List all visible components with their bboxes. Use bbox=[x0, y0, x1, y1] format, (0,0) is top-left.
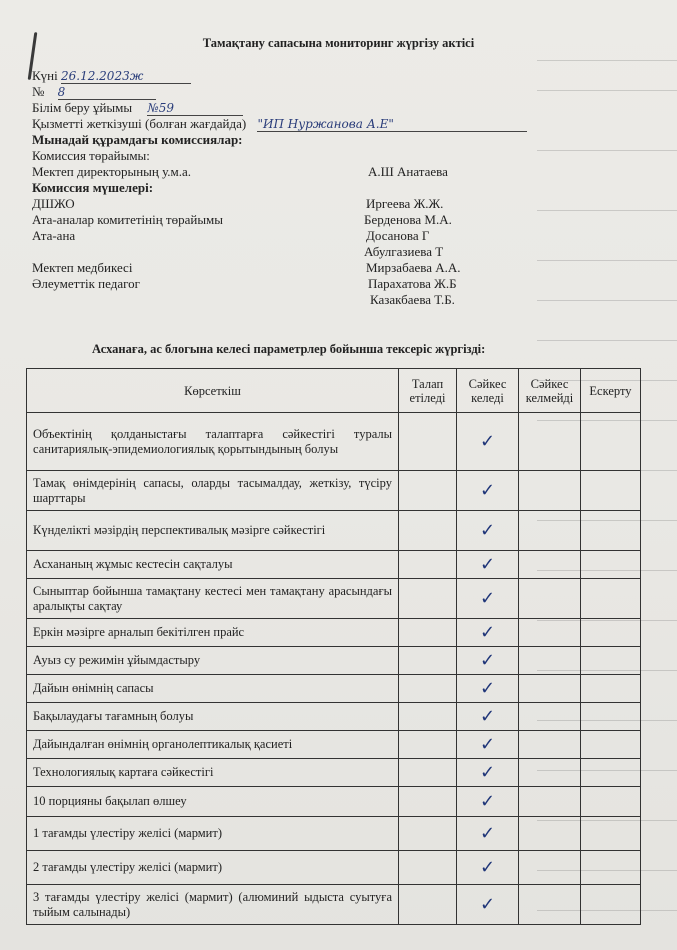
required-cell bbox=[399, 787, 457, 817]
checkmark-icon: ✓ bbox=[479, 622, 496, 643]
compliant-cell bbox=[457, 787, 519, 817]
member-name: Парахатова Ж.Б bbox=[368, 276, 457, 291]
table-row bbox=[27, 619, 641, 647]
indicator-cell: 2 тағамды үлестіру желісі (мармит) bbox=[27, 851, 399, 885]
table-row bbox=[27, 579, 641, 619]
noncompliant-cell bbox=[519, 413, 581, 471]
indicator-cell: Дайындалған өнімнің органолептикалық қасиеті bbox=[27, 731, 399, 759]
compliant-cell bbox=[457, 647, 519, 675]
member-role: ДШЖО bbox=[32, 196, 75, 211]
table-row bbox=[27, 759, 641, 787]
number-value: 8 bbox=[58, 85, 156, 100]
compliant-cell bbox=[457, 885, 519, 925]
compliant-cell bbox=[457, 703, 519, 731]
compliant-cell bbox=[457, 675, 519, 703]
inspection-table bbox=[26, 368, 641, 925]
header-note: Ескерту bbox=[581, 369, 641, 413]
noncompliant-cell bbox=[519, 647, 581, 675]
indicator-cell: Тамақ өнімдерінің сапасы, оларды тасымалдау, жеткізу, түсіру шарттары bbox=[27, 471, 399, 511]
noncompliant-cell bbox=[519, 703, 581, 731]
supplier-value: "ИП Нуржанова А.Е" bbox=[257, 117, 527, 132]
required-cell bbox=[399, 675, 457, 703]
compliant-cell bbox=[457, 731, 519, 759]
indicator-cell: 10 порцияны бақылап өлшеу bbox=[27, 787, 399, 817]
noncompliant-cell bbox=[519, 579, 581, 619]
member-name: Берденова М.А. bbox=[364, 212, 452, 227]
table-row bbox=[27, 885, 641, 925]
school-label: Білім беру ұйымы bbox=[32, 100, 133, 115]
noncompliant-cell bbox=[519, 619, 581, 647]
required-cell bbox=[399, 413, 457, 471]
compliant-cell bbox=[457, 511, 519, 551]
member-name: Досанова Г bbox=[366, 228, 430, 243]
date-row bbox=[32, 68, 191, 84]
document-title: Тамақтану сапасына мониторинг жүргізу актісі bbox=[202, 36, 475, 50]
note-cell bbox=[581, 787, 641, 817]
note-cell bbox=[581, 759, 641, 787]
table-row bbox=[27, 471, 641, 511]
compliant-cell bbox=[457, 817, 519, 851]
number-row bbox=[32, 84, 156, 100]
table-row bbox=[27, 551, 641, 579]
note-cell bbox=[581, 551, 641, 579]
required-cell bbox=[399, 817, 457, 851]
chair-label: Комиссия төрайымы: bbox=[32, 148, 150, 163]
compliant-cell bbox=[457, 551, 519, 579]
note-cell bbox=[581, 851, 641, 885]
table-row bbox=[27, 675, 641, 703]
required-cell bbox=[399, 551, 457, 579]
member-name: Мирзабаева А.А. bbox=[366, 260, 461, 275]
member-name: Абулгазиева Т bbox=[364, 244, 444, 259]
checkmark-icon: ✓ bbox=[479, 894, 496, 915]
compliant-cell bbox=[457, 759, 519, 787]
member-role: Ата-ана bbox=[32, 228, 76, 243]
indicator-cell: Күнделікті мәзірдің перспективалық мәзірге сәйкестігі bbox=[27, 511, 399, 551]
required-cell bbox=[399, 511, 457, 551]
checkmark-icon: ✓ bbox=[479, 791, 496, 812]
compliant-cell bbox=[457, 413, 519, 471]
checkmark-icon: ✓ bbox=[479, 480, 496, 501]
required-cell bbox=[399, 731, 457, 759]
required-cell bbox=[399, 885, 457, 925]
compliant-cell bbox=[457, 619, 519, 647]
indicator-cell: 1 тағамды үлестіру желісі (мармит) bbox=[27, 817, 399, 851]
indicator-cell: Сыныптар бойынша тамақтану кестесі мен тамақтану арасындағы аралықты сақтау bbox=[27, 579, 399, 619]
member-role: Мектеп медбикесі bbox=[32, 260, 133, 275]
indicator-cell: Объектінің қолданыстағы талаптарға сәйкестігі туралы санитариялық-эпидемиологиялық қорытындының болуы bbox=[27, 413, 399, 471]
chair-name: А.Ш Анатаева bbox=[368, 164, 448, 179]
table-header-row bbox=[27, 369, 641, 413]
required-cell bbox=[399, 619, 457, 647]
table-row bbox=[27, 511, 641, 551]
checkmark-icon: ✓ bbox=[479, 678, 496, 699]
note-cell bbox=[581, 731, 641, 759]
indicator-cell: Асхананың жұмыс кестесін сақталуы bbox=[27, 551, 399, 579]
noncompliant-cell bbox=[519, 675, 581, 703]
compliant-cell bbox=[457, 471, 519, 511]
noncompliant-cell bbox=[519, 787, 581, 817]
note-cell bbox=[581, 885, 641, 925]
member-name: Казакбаева Т.Б. bbox=[370, 292, 455, 307]
members-heading: Комиссия мүшелері: bbox=[32, 180, 154, 195]
table-row bbox=[27, 817, 641, 851]
date-label: Күні bbox=[32, 68, 58, 83]
note-cell bbox=[581, 413, 641, 471]
table-row bbox=[27, 731, 641, 759]
note-cell bbox=[581, 647, 641, 675]
indicator-cell: Дайын өнімнің сапасы bbox=[27, 675, 399, 703]
note-cell bbox=[581, 471, 641, 511]
header-compliant: Сәйкес келеді bbox=[457, 369, 519, 413]
section-title: Асханаға, ас блогына келесі параметрлер бойынша тексеріс жүргізді: bbox=[92, 342, 486, 356]
number-label: № bbox=[32, 84, 45, 99]
noncompliant-cell bbox=[519, 759, 581, 787]
note-cell bbox=[581, 511, 641, 551]
compliant-cell bbox=[457, 851, 519, 885]
checkmark-icon: ✓ bbox=[479, 650, 496, 671]
member-role: Әлеуметтік педагог bbox=[32, 276, 140, 291]
supplier-label: Қызметті жеткізуші (болған жағдайда) bbox=[32, 116, 247, 131]
checkmark-icon: ✓ bbox=[479, 554, 496, 575]
indicator-cell: Технологиялық картаға сәйкестігі bbox=[27, 759, 399, 787]
required-cell bbox=[399, 759, 457, 787]
supplier-row bbox=[32, 116, 527, 132]
indicator-cell: Бақылаудағы тағамның болуы bbox=[27, 703, 399, 731]
checkmark-icon: ✓ bbox=[479, 734, 496, 755]
checkmark-icon: ✓ bbox=[479, 520, 496, 541]
required-cell bbox=[399, 851, 457, 885]
header-required: Талап етіледі bbox=[399, 369, 457, 413]
required-cell bbox=[399, 703, 457, 731]
noncompliant-cell bbox=[519, 885, 581, 925]
required-cell bbox=[399, 471, 457, 511]
school-row bbox=[32, 100, 243, 116]
note-cell bbox=[581, 579, 641, 619]
checkmark-icon: ✓ bbox=[479, 588, 496, 609]
checkmark-icon: ✓ bbox=[479, 706, 496, 727]
table-row bbox=[27, 413, 641, 471]
note-cell bbox=[581, 675, 641, 703]
noncompliant-cell bbox=[519, 551, 581, 579]
chair-role: Мектеп директорының у.м.а. bbox=[32, 164, 192, 179]
table-row bbox=[27, 703, 641, 731]
required-cell bbox=[399, 579, 457, 619]
header-indicator: Көрсеткіш bbox=[27, 369, 399, 413]
school-value: №59 bbox=[147, 101, 243, 116]
noncompliant-cell bbox=[519, 851, 581, 885]
required-cell bbox=[399, 647, 457, 675]
commission-heading: Мынадай құрамдағы комиссиялар: bbox=[32, 132, 243, 147]
member-name: Иргеева Ж.Ж. bbox=[366, 196, 444, 211]
indicator-cell: Еркін мәзірге арналып бекітілген прайс bbox=[27, 619, 399, 647]
note-cell bbox=[581, 619, 641, 647]
date-value: 26.12.2023ж bbox=[61, 69, 191, 84]
noncompliant-cell bbox=[519, 731, 581, 759]
indicator-cell: 3 тағамды үлестіру желісі (мармит) (алюминий ыдыста суытуға тыйым салынады) bbox=[27, 885, 399, 925]
checkmark-icon: ✓ bbox=[479, 857, 496, 878]
table-row bbox=[27, 787, 641, 817]
noncompliant-cell bbox=[519, 471, 581, 511]
table-row bbox=[27, 647, 641, 675]
note-cell bbox=[581, 817, 641, 851]
checkmark-icon: ✓ bbox=[479, 431, 496, 452]
noncompliant-cell bbox=[519, 817, 581, 851]
note-cell bbox=[581, 703, 641, 731]
checkmark-icon: ✓ bbox=[479, 762, 496, 783]
indicator-cell: Ауыз су режимін ұйымдастыру bbox=[27, 647, 399, 675]
member-role: Ата-аналар комитетінің төрайымы bbox=[32, 212, 224, 227]
compliant-cell bbox=[457, 579, 519, 619]
table-row bbox=[27, 851, 641, 885]
header-noncompliant: Сәйкес келмейді bbox=[519, 369, 581, 413]
noncompliant-cell bbox=[519, 511, 581, 551]
checkmark-icon: ✓ bbox=[479, 823, 496, 844]
